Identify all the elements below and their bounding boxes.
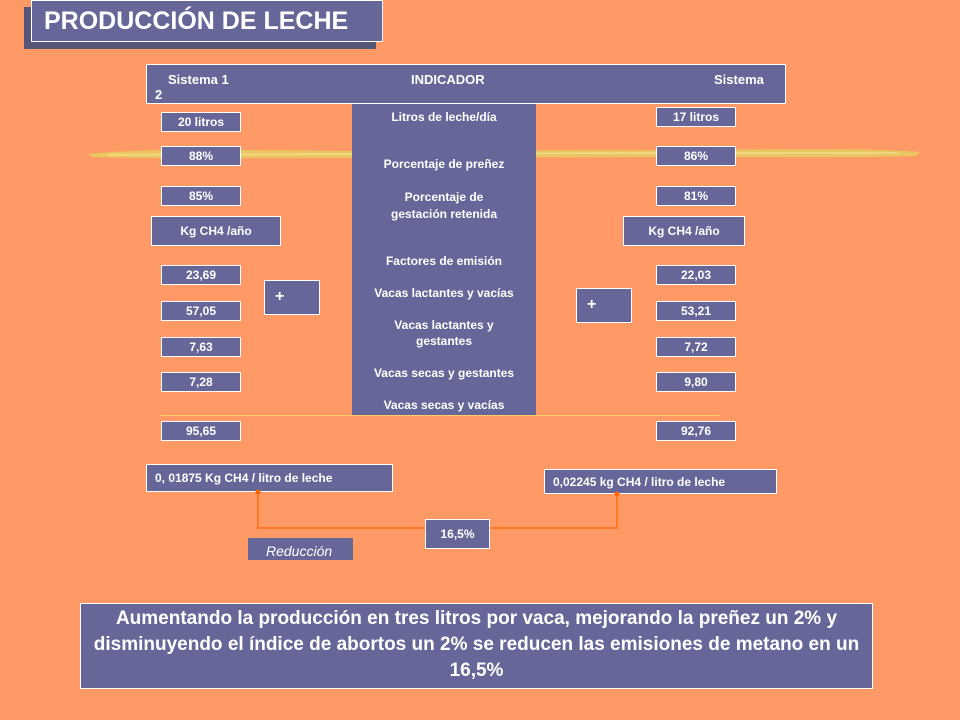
- header-indicador: INDICADOR: [411, 72, 485, 87]
- header-sistema-2-cont: 2: [155, 87, 163, 102]
- indicator-factores: Factores de emisión: [385, 254, 503, 268]
- reduccion-label: Reducción: [248, 538, 353, 560]
- s2-gestacion: 81%: [656, 186, 736, 206]
- s1-unidad: Kg CH4 /año: [151, 216, 281, 246]
- page-title: PRODUCCIÓN DE LECHE: [31, 0, 383, 42]
- s2-por-litro: 0,02245 kg CH4 / litro de leche: [544, 469, 777, 494]
- s2-lactantes-gestantes: 53,21: [656, 301, 736, 321]
- indicator-litros: Litros de leche/día: [391, 110, 497, 124]
- s1-lactantes-gestantes: 57,05: [161, 301, 241, 321]
- s2-lactantes-vacias: 22,03: [656, 265, 736, 285]
- s1-total: 95,65: [161, 421, 241, 441]
- s2-prenez: 86%: [656, 146, 736, 166]
- indicator-secas-gestantes: Vacas secas y gestantes: [373, 366, 515, 380]
- indicator-gestacion-2: gestación retenida: [390, 207, 498, 221]
- s2-litros: 17 litros: [656, 107, 736, 127]
- reduccion-pct: 16,5%: [425, 519, 490, 549]
- s1-secas-gestantes: 7,63: [161, 337, 241, 357]
- s2-unidad: Kg CH4 /año: [623, 216, 745, 246]
- s2-secas-vacias: 9,80: [656, 372, 736, 392]
- indicator-lactantes-gestantes-1: Vacas lactantes y: [394, 318, 494, 332]
- s1-prenez: 88%: [161, 146, 241, 166]
- s1-litros: 20 litros: [161, 112, 241, 132]
- total-separator: [160, 415, 720, 416]
- header-sistema-1: Sistema 1: [168, 72, 229, 87]
- conclusion-text: Aumentando la producción en tres litros por vaca, mejorando la preñez un 2% y disminuyendo el índice de abortos un 2% se reducen las emisiones de metano en un 16,5%: [80, 603, 873, 689]
- indicator-lactantes-gestantes-2: gestantes: [415, 334, 473, 348]
- s1-gestacion: 85%: [161, 186, 241, 206]
- s1-lactantes-vacias: 23,69: [161, 265, 241, 285]
- s2-total: 92,76: [656, 421, 736, 441]
- indicator-secas-vacias: Vacas secas y vacías: [383, 398, 505, 412]
- indicator-gestacion-1: Porcentaje de: [404, 190, 484, 204]
- header-sistema-2: Sistema: [714, 72, 764, 87]
- s1-por-litro: 0, 01875 Kg CH4 / litro de leche: [146, 464, 393, 492]
- s1-secas-vacias: 7,28: [161, 372, 241, 392]
- plus-right: +: [576, 288, 632, 323]
- plus-left: +: [264, 280, 320, 315]
- header-bar: [146, 64, 786, 104]
- indicator-prenez: Porcentaje de preñez: [383, 157, 505, 171]
- s2-secas-gestantes: 7,72: [656, 337, 736, 357]
- indicator-lactantes-vacias: Vacas lactantes y vacías: [374, 286, 514, 300]
